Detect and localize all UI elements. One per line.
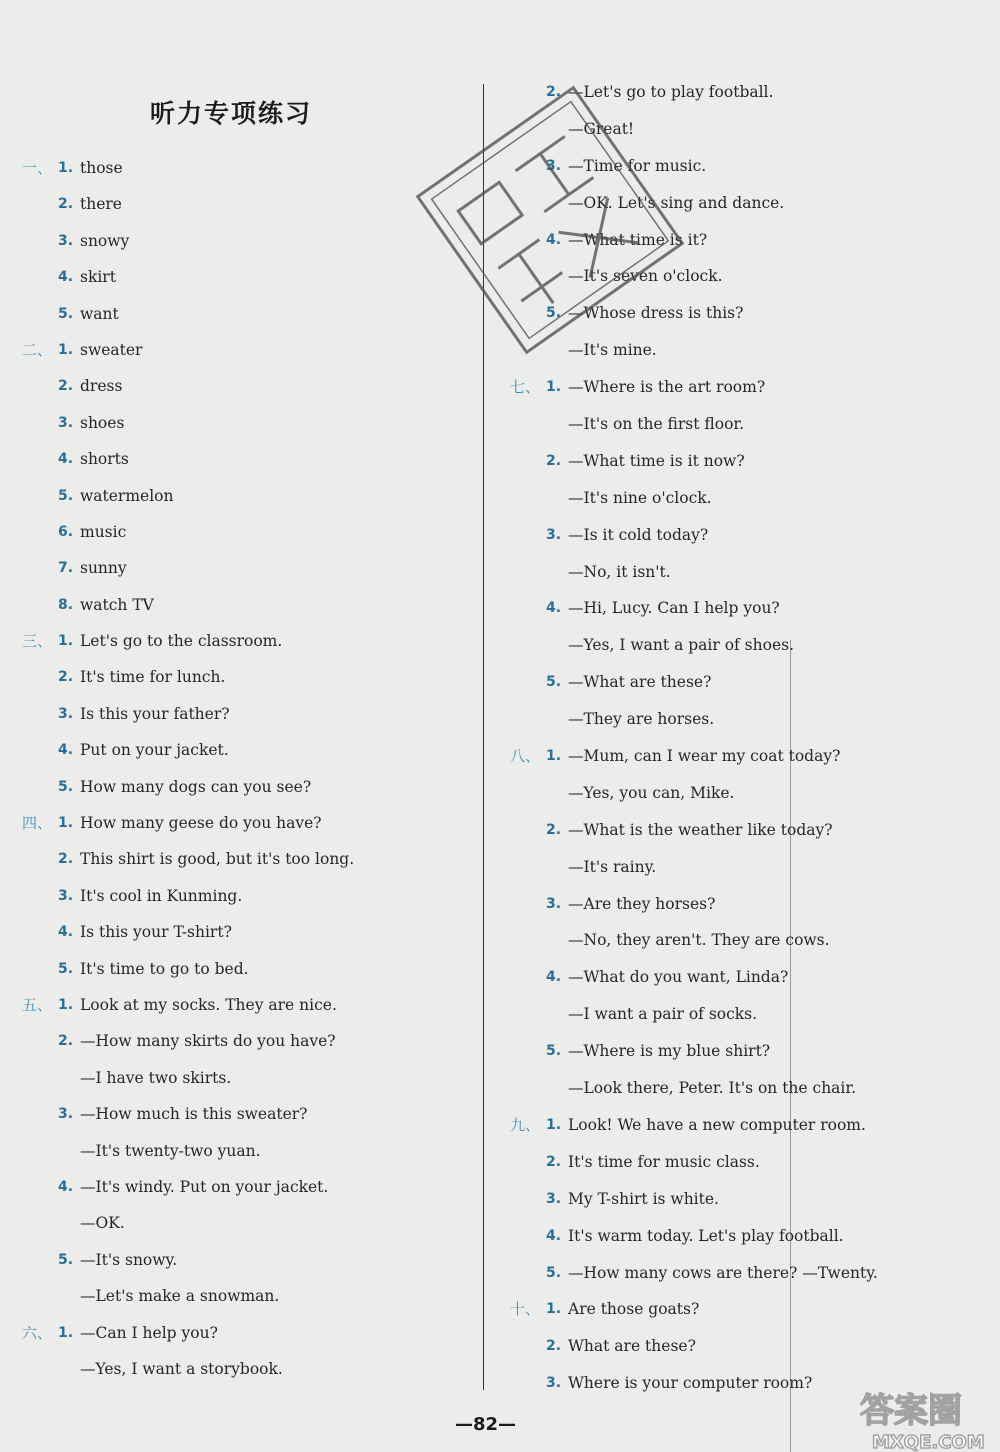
answer-line [510,849,970,886]
answer-line [22,1351,462,1387]
item-number: 3. [58,1106,74,1123]
answer-line [510,1070,970,1107]
answer-text: —Is it cold today? [568,525,709,544]
answer-line [22,332,462,368]
answer-line [22,186,462,222]
answer-text: Where is your computer room? [568,1374,813,1393]
answer-line [22,623,462,659]
item-number: 3. [58,232,74,249]
answer-text: —Where is my blue shirt? [568,1042,771,1061]
answer-text: —Are they horses? [568,894,716,913]
answer-line [510,517,970,554]
answer-line [510,1033,970,1070]
item-number: 5. [58,305,74,322]
answer-text: —It's rainy. [568,857,657,876]
page-title: 听力专项练习 [150,99,313,128]
item-number: 5. [58,1251,74,1268]
answer-text: snowy [80,231,130,250]
answer-text: —Can I help you? [80,1323,218,1342]
item-number: 1. [58,815,74,832]
item-number: 6. [58,523,74,540]
answer-text: —It's snowy. [80,1250,178,1269]
answer-text: —It's mine. [568,341,657,360]
item-number: 4. [58,269,74,286]
answer-text: sweater [80,340,143,359]
item-number: 4. [58,924,74,941]
item-number: 3. [546,895,562,912]
watermark-logo-icon [850,1380,1000,1452]
item-number: 5. [546,674,562,691]
answer-line [22,1133,462,1169]
answer-text: —What time is it now? [568,451,745,470]
answer-line [510,922,970,959]
answer-line [22,150,462,186]
item-number: 3. [58,414,74,431]
item-number: 1. [58,1324,74,1341]
item-number: 4. [546,1227,562,1244]
section-label: 一、 [22,159,53,177]
answer-text: It's time for music class. [568,1152,760,1171]
item-number: 3. [546,1190,562,1207]
item-number: 5. [58,960,74,977]
item-number: 2. [58,378,74,395]
item-number: 4. [546,231,562,248]
answer-text: —I have two skirts. [80,1068,232,1087]
answer-line [510,1218,970,1255]
answer-text: —Yes, I want a pair of shoes. [568,636,795,655]
item-number: 1. [546,1301,562,1318]
answer-text: —Let's go to play football. [568,83,774,101]
answer-text: —Great! [568,119,635,138]
item-number: 4. [58,1178,74,1195]
answer-line [510,775,970,812]
answer-line [22,478,462,514]
answer-line [510,959,970,996]
item-number: 3. [546,157,562,174]
answer-text: skirt [80,268,116,287]
answer-line [510,664,970,701]
section-label: 七、 [510,378,541,397]
answer-text: —What time is it? [568,230,708,249]
answer-text: Is this your father? [80,704,230,723]
answer-text: —How many cows are there? —Twenty. [568,1263,878,1282]
answer-line [22,514,462,550]
answer-text: —No, they aren't. They are cows. [568,931,830,950]
answer-line [510,406,970,443]
item-number: 1. [58,341,74,358]
section-label: 二、 [22,340,53,359]
answer-line [22,732,462,768]
answer-text: —OK. [80,1214,125,1233]
answer-line [510,554,970,591]
answer-line [22,914,462,950]
answer-text: Are those goats? [568,1300,700,1319]
answer-text: Let's go to the classroom. [80,632,283,651]
item-number: 1. [58,996,74,1013]
answer-line [22,841,462,877]
answer-line [22,441,462,477]
answer-line [22,1169,462,1205]
answer-line [22,223,462,259]
answer-line [22,951,462,987]
answer-text: —How much is this sweater? [80,1105,308,1124]
seal-stamp-icon [400,70,700,370]
answer-line [510,886,970,923]
item-number: 5. [546,305,562,322]
answer-text: It's time to go to bed. [80,959,249,978]
answer-text: —Look there, Peter. It's on the chair. [568,1079,857,1098]
answer-text: —They are horses. [568,710,715,729]
answer-text: This shirt is good, but it's too long. [80,850,355,869]
answer-text: —It's seven o'clock. [568,267,723,286]
answer-line [22,1278,462,1314]
item-number: 4. [58,451,74,468]
answer-text: —What is the weather like today? [568,820,833,839]
answer-text: —It's twenty-two yuan. [80,1141,261,1160]
answer-text: there [80,195,122,214]
answer-text: —Yes, I want a storybook. [80,1359,283,1378]
answer-text: —Where is the art room? [568,378,766,397]
section-label: 六、 [22,1323,53,1342]
answer-text: watermelon [80,486,174,505]
item-number: 5. [58,778,74,795]
answer-text: Is this your T-shirt? [80,923,232,942]
page-number: —82— [455,1414,517,1435]
answer-text: watch TV [80,595,154,614]
answer-line [22,1315,462,1351]
section-label: 三、 [22,632,53,651]
answer-line [22,987,462,1023]
item-number: 5. [58,487,74,504]
answer-line [22,1242,462,1278]
item-number: 3. [546,1375,562,1392]
svg-text:MXQE.COM: MXQE.COM [872,1432,985,1452]
answer-line [510,738,970,775]
answer-text: How many dogs can you see? [80,777,312,796]
answer-line [510,1144,970,1181]
answer-text: —It's on the first floor. [568,415,745,434]
answer-text: —Whose dress is this? [568,304,744,323]
item-number: 2. [58,196,74,213]
answer-line [510,1107,970,1144]
answer-text: It's time for lunch. [80,668,226,687]
answer-text: music [80,522,127,541]
item-number: 1. [546,379,562,396]
item-number: 2. [546,452,562,469]
answer-text: How many geese do you have? [80,814,322,833]
answer-text: —What do you want, Linda? [568,968,789,987]
item-number: 3. [58,705,74,722]
answer-text: My T-shirt is white. [568,1189,719,1208]
answer-text: dress [80,377,123,396]
answer-text: —Yes, you can, Mike. [568,783,735,802]
item-number: 2. [546,821,562,838]
item-number: 5. [546,1043,562,1060]
answer-line [22,659,462,695]
answer-line [510,1328,970,1365]
answer-text: —No, it isn't. [568,562,671,581]
item-number: 7. [58,560,74,577]
item-number: 2. [58,851,74,868]
item-number: 1. [58,633,74,650]
item-number: 2. [546,1338,562,1355]
answer-line [510,812,970,849]
answer-line [22,878,462,914]
answer-text: Look! We have a new computer room. [568,1115,866,1134]
answer-text: —I want a pair of socks. [568,1005,758,1024]
answer-line [22,259,462,295]
item-number: 1. [546,1116,562,1133]
answer-line [22,1023,462,1059]
svg-text:答案圈: 答案圈 [860,1391,962,1431]
answer-line [22,1060,462,1096]
answer-text: those [80,159,123,177]
answer-text: Look at my socks. They are nice. [80,995,337,1014]
answer-line [510,996,970,1033]
answer-line [510,627,970,664]
answer-line [510,369,970,406]
answer-text: want [80,304,119,323]
answer-line [510,590,970,627]
item-number: 2. [546,1153,562,1170]
answer-text: —It's windy. Put on your jacket. [80,1177,329,1196]
section-label: 十、 [510,1300,541,1319]
answer-line [22,550,462,586]
section-label: 八、 [510,747,541,766]
answer-text: shorts [80,450,129,469]
answer-line [22,805,462,841]
item-number: 8. [58,596,74,613]
answer-line [510,480,970,517]
answer-line [22,769,462,805]
answer-text: —OK. Let's sing and dance. [568,193,785,212]
answer-text: Put on your jacket. [80,741,229,760]
section-label: 九、 [510,1115,541,1134]
answer-text: It's warm today. Let's play football. [568,1226,844,1245]
answer-text: shoes [80,413,125,432]
answer-line [22,696,462,732]
answer-text: —What are these? [568,673,712,692]
item-number: 4. [58,742,74,759]
answer-line [22,368,462,404]
answer-text: —Mum, can I wear my coat today? [568,747,841,766]
item-number: 2. [546,84,562,100]
answer-line [510,1181,970,1218]
item-number: 2. [58,1033,74,1050]
answer-text: —Time for music. [568,156,707,175]
answer-line [22,1096,462,1132]
answer-line [510,1255,970,1292]
left-column [22,150,462,1387]
answer-line [510,443,970,480]
item-number: 5. [546,1264,562,1281]
section-label: 四、 [22,814,53,833]
item-number: 1. [58,160,74,176]
section-label: 五、 [22,995,53,1014]
answer-text: —Hi, Lucy. Can I help you? [568,599,780,618]
answer-line [22,1205,462,1241]
item-number: 4. [546,600,562,617]
answer-line [22,405,462,441]
answer-text: It's cool in Kunming. [80,886,243,905]
answer-text: —It's nine o'clock. [568,488,712,507]
item-number: 2. [58,669,74,686]
answer-text: sunny [80,559,127,578]
answer-text: —Let's make a snowman. [80,1287,280,1306]
item-number: 3. [546,526,562,543]
item-number: 1. [546,748,562,765]
item-number: 4. [546,969,562,986]
answer-line [510,701,970,738]
item-number: 3. [58,887,74,904]
answer-line [22,587,462,623]
answer-text: What are these? [568,1337,696,1356]
answer-line [510,1291,970,1328]
answer-line [22,296,462,332]
answer-text: —How many skirts do you have? [80,1032,336,1051]
